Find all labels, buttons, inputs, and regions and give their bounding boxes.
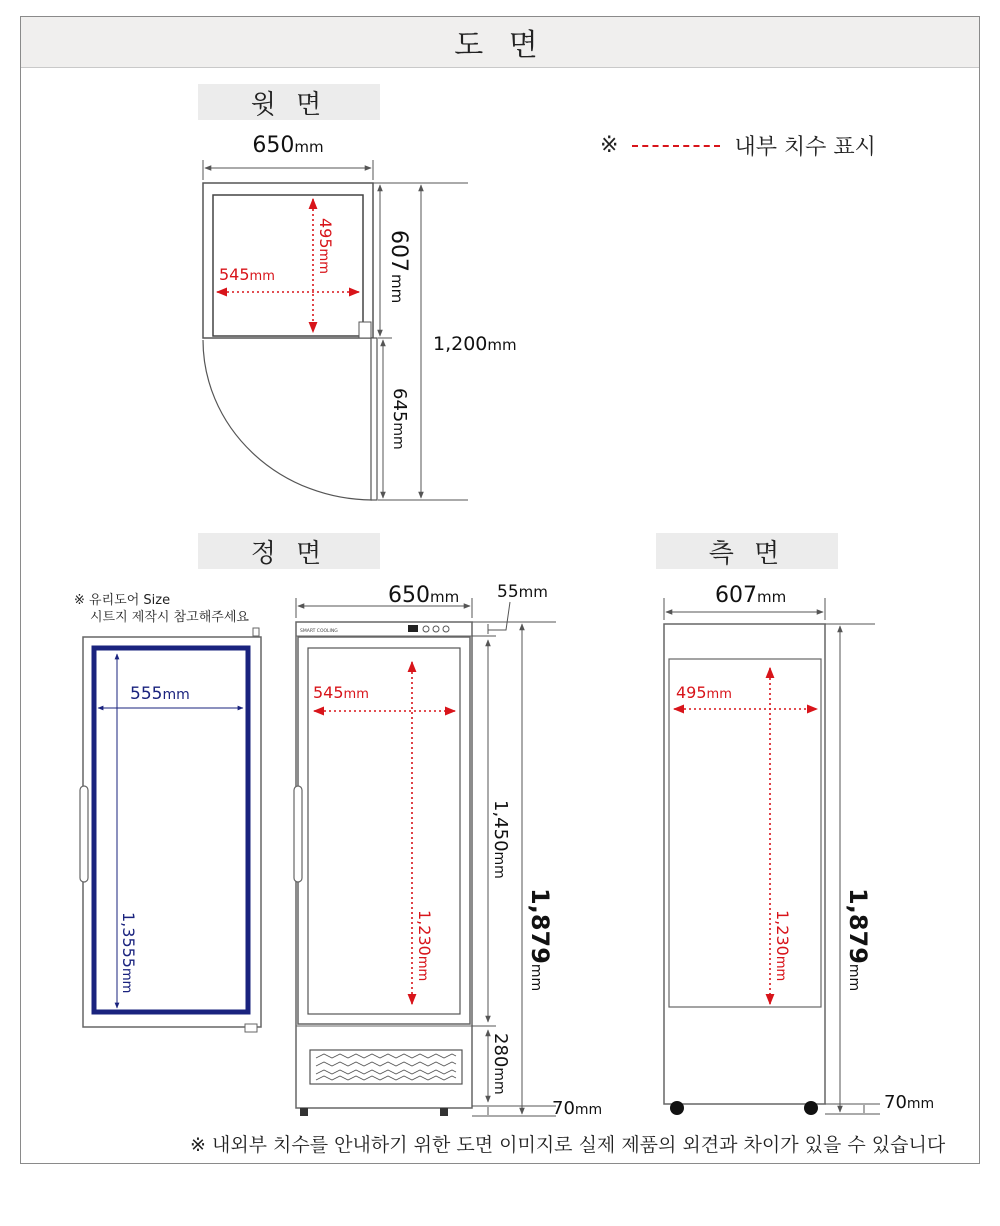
front-foot-right [440, 1108, 448, 1116]
top-view-label: 윗 면 [198, 84, 380, 120]
legend-text: 내부 치수 표시 [734, 135, 876, 160]
side-inner-outline [669, 659, 821, 1007]
side-depth-label: 607mm [715, 583, 787, 608]
brand-label: SMART COOLING [300, 629, 338, 634]
top-width-label: 650mm [252, 133, 324, 158]
front-view [294, 582, 602, 1119]
front-door-handle [294, 786, 302, 882]
legend-symbol: ※ [600, 133, 619, 158]
side-inner-depth-label: 495mm [676, 683, 732, 702]
top-cabinet-outline [203, 183, 373, 338]
side-foot-label: 70mm [884, 1092, 935, 1113]
note-line2: 시트지 제작시 참고해주세요 [90, 610, 249, 625]
hinge [359, 322, 371, 338]
top-inner-width-label: 545mm [219, 265, 275, 284]
door-swing-label: 645mm [389, 388, 410, 450]
top-view [203, 133, 517, 500]
top-panel-label: 55mm [497, 582, 548, 602]
open-door [371, 338, 377, 500]
front-inner-width-label: 545mm [313, 683, 369, 702]
side-total-height-label: 1,879mm [844, 888, 872, 992]
front-inner-height-label: 1,230mm [415, 910, 434, 982]
side-view-label: 측 면 [656, 533, 838, 569]
glass-height-label: 1,3555mm [119, 912, 138, 994]
front-total-height-label: 1,879mm [526, 888, 554, 992]
glass-width-label: 555mm [130, 684, 190, 704]
front-foot-left [300, 1108, 308, 1116]
side-caster-right [804, 1101, 818, 1115]
note-line1: ※ 유리도어 Size [74, 593, 171, 608]
base-height-label: 280mm [490, 1033, 511, 1095]
door-swing-arc [203, 340, 372, 500]
control-display [408, 625, 418, 632]
door-height-label: 1,450mm [490, 800, 511, 879]
side-inner-height-label: 1,230mm [773, 910, 792, 982]
side-caster-left [670, 1101, 684, 1115]
total-depth-label: 1,200mm [433, 333, 517, 355]
front-foot-label: 70mm [552, 1098, 603, 1119]
page-title: 도 면 [21, 17, 979, 68]
glass-door-view [80, 628, 261, 1032]
disclaimer-footer: ※ 내외부 치수를 안내하기 위한 도면 이미지로 실제 제품의 외견과 차이가 있을 수 있습니다 [190, 1134, 946, 1156]
glass-door-handle [80, 786, 88, 882]
side-view [664, 583, 934, 1115]
top-inner-depth-label: 495mm [316, 218, 335, 274]
top-depth-label: 607mm [386, 230, 411, 304]
front-view-label: 정 면 [198, 533, 380, 569]
front-width-label: 650mm [388, 583, 460, 608]
